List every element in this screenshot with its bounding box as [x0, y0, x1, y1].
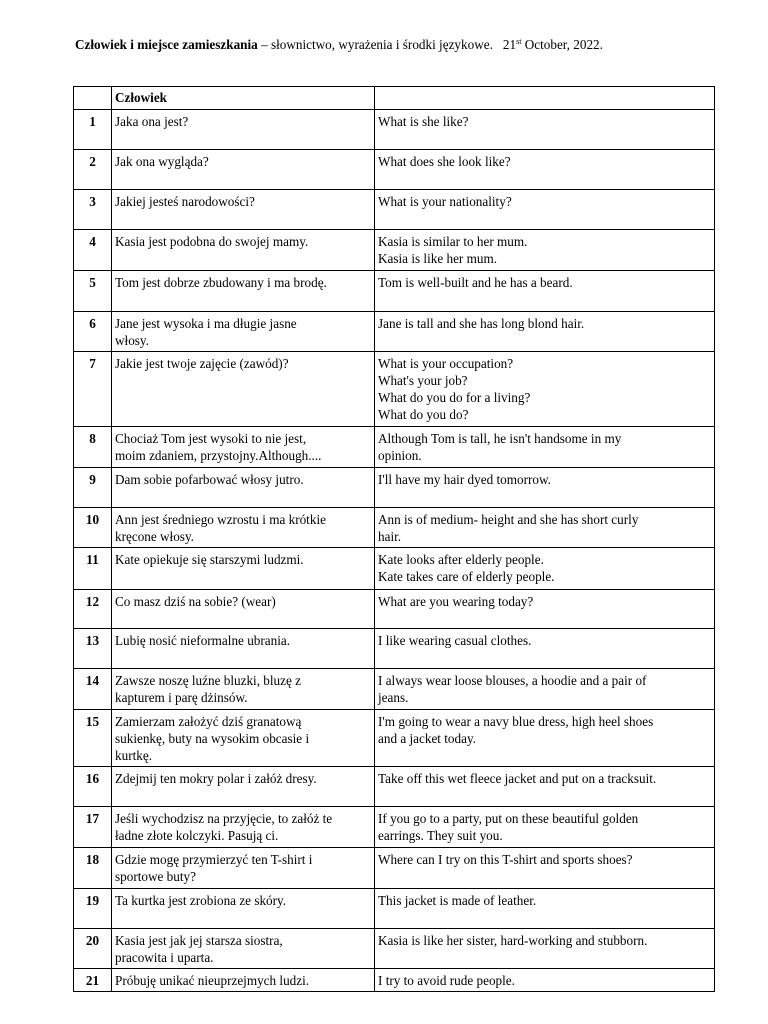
polish-phrase: Lubię nosić nieformalne ubrania. [112, 629, 375, 669]
table-row [74, 110, 715, 150]
row-number: 5 [74, 271, 112, 312]
row-number: 3 [74, 190, 112, 230]
row-number: 15 [74, 710, 112, 767]
english-translation: Where can I try on this T-shirt and sports shoes? [375, 848, 715, 889]
header-subtitle: – słownictwo, wyrażenia i środki językowe. [257, 37, 493, 52]
polish-phrase: Ann jest średniego wzrostu i ma krótkie kręcone włosy. [112, 508, 375, 548]
polish-phrase: Jane jest wysoka i ma długie jasne włosy. [112, 312, 375, 352]
table-row [74, 969, 715, 992]
row-number: 7 [74, 352, 112, 427]
row-number: 12 [74, 590, 112, 629]
english-translation: Kasia is like her sister, hard-working and stubborn. [375, 929, 715, 969]
table-row [74, 352, 715, 427]
row-number: 13 [74, 629, 112, 669]
row-number: 2 [74, 150, 112, 190]
polish-phrase: Jakiej jesteś narodowości? [112, 190, 375, 230]
header-date [503, 37, 603, 52]
english-translation: If you go to a party, put on these beautiful golden earrings. They suit you. [375, 807, 715, 848]
english-translation: Kate looks after elderly people. Kate takes care of elderly people. [375, 548, 715, 590]
english-translation: Take off this wet fleece jacket and put on a tracksuit. [375, 767, 715, 807]
english-translation: Kasia is similar to her mum. Kasia is like her mum. [375, 230, 715, 271]
english-translation: What is your nationality? [375, 190, 715, 230]
table-row [74, 230, 715, 271]
polish-phrase: Zamierzam założyć dziś granatową sukienkę, buty na wysokim obcasie i kurtkę. [112, 710, 375, 767]
polish-phrase: Jaka ona jest? [112, 110, 375, 150]
table-heading: Człowiek [112, 87, 375, 110]
row-number: 18 [74, 848, 112, 889]
english-translation: What are you wearing today? [375, 590, 715, 629]
row-number: 14 [74, 669, 112, 710]
polish-phrase: Chociaż Tom jest wysoki to nie jest, moim zdaniem, przystojny.Although.... [112, 427, 375, 468]
header-en-cell [375, 87, 715, 110]
row-number: 1 [74, 110, 112, 150]
english-translation: I always wear loose blouses, a hoodie and a pair of jeans. [375, 669, 715, 710]
english-translation: I'm going to wear a navy blue dress, high heel shoes and a jacket today. [375, 710, 715, 767]
table-row [74, 468, 715, 508]
table-row [74, 929, 715, 969]
english-translation: What does she look like? [375, 150, 715, 190]
table-row [74, 190, 715, 230]
table-row [74, 312, 715, 352]
table-row [74, 548, 715, 590]
polish-phrase: Jeśli wychodzisz na przyjęcie, to załóż te ładne złote kolczyki. Pasują ci. [112, 807, 375, 848]
header-date-suffix: st [516, 37, 522, 46]
polish-phrase: Gdzie mogę przymierzyć ten T-shirt i sportowe buty? [112, 848, 375, 889]
polish-phrase: Co masz dziś na sobie? (wear) [112, 590, 375, 629]
english-translation: Jane is tall and she has long blond hair. [375, 312, 715, 352]
polish-phrase: Zawsze noszę luźne bluzki, bluzę z kapturem i parę dżinsów. [112, 669, 375, 710]
row-number: 19 [74, 889, 112, 929]
header-date-rest: October, 2022. [521, 37, 603, 52]
english-translation: This jacket is made of leather. [375, 889, 715, 929]
row-number: 16 [74, 767, 112, 807]
table-row [74, 508, 715, 548]
header-title: Człowiek i miejsce zamieszkania [75, 37, 258, 52]
english-translation: Tom is well-built and he has a beard. [375, 271, 715, 312]
table-row [74, 271, 715, 312]
table-row [74, 427, 715, 468]
row-number: 8 [74, 427, 112, 468]
row-number: 20 [74, 929, 112, 969]
polish-phrase: Ta kurtka jest zrobiona ze skóry. [112, 889, 375, 929]
english-translation: Ann is of medium- height and she has short curly hair. [375, 508, 715, 548]
table-row [74, 807, 715, 848]
vocabulary-table [73, 86, 715, 992]
polish-phrase: Tom jest dobrze zbudowany i ma brodę. [112, 271, 375, 312]
header-num-cell [74, 87, 112, 110]
english-translation: I like wearing casual clothes. [375, 629, 715, 669]
polish-phrase: Kasia jest podobna do swojej mamy. [112, 230, 375, 271]
table-row [74, 710, 715, 767]
table-row [74, 150, 715, 190]
row-number: 10 [74, 508, 112, 548]
polish-phrase: Jak ona wygląda? [112, 150, 375, 190]
table-row [74, 767, 715, 807]
row-number: 6 [74, 312, 112, 352]
table-header-row [74, 87, 715, 110]
english-translation: I try to avoid rude people. [375, 969, 715, 992]
table-row [74, 629, 715, 669]
english-translation: What is your occupation? What's your job? What do you do for a living? What do you do? [375, 352, 715, 427]
row-number: 17 [74, 807, 112, 848]
table-row [74, 590, 715, 629]
polish-phrase: Kasia jest jak jej starsza siostra, pracowita i uparta. [112, 929, 375, 969]
polish-phrase: Dam sobie pofarbować włosy jutro. [112, 468, 375, 508]
english-translation: I'll have my hair dyed tomorrow. [375, 468, 715, 508]
header-date-day: 21 [502, 37, 517, 52]
english-translation: What is she like? [375, 110, 715, 150]
polish-phrase: Jakie jest twoje zajęcie (zawód)? [112, 352, 375, 427]
polish-phrase: Zdejmij ten mokry polar i załóż dresy. [112, 767, 375, 807]
row-number: 4 [74, 230, 112, 271]
table-row [74, 848, 715, 889]
polish-phrase: Kate opiekuje się starszymi ludzmi. [112, 548, 375, 590]
document-header [75, 37, 735, 53]
table-row [74, 889, 715, 929]
row-number: 9 [74, 468, 112, 508]
english-translation: Although Tom is tall, he isn't handsome in my opinion. [375, 427, 715, 468]
polish-phrase: Próbuję unikać nieuprzejmych ludzi. [112, 969, 375, 992]
table-row [74, 669, 715, 710]
row-number: 11 [74, 548, 112, 590]
row-number: 21 [74, 969, 112, 992]
